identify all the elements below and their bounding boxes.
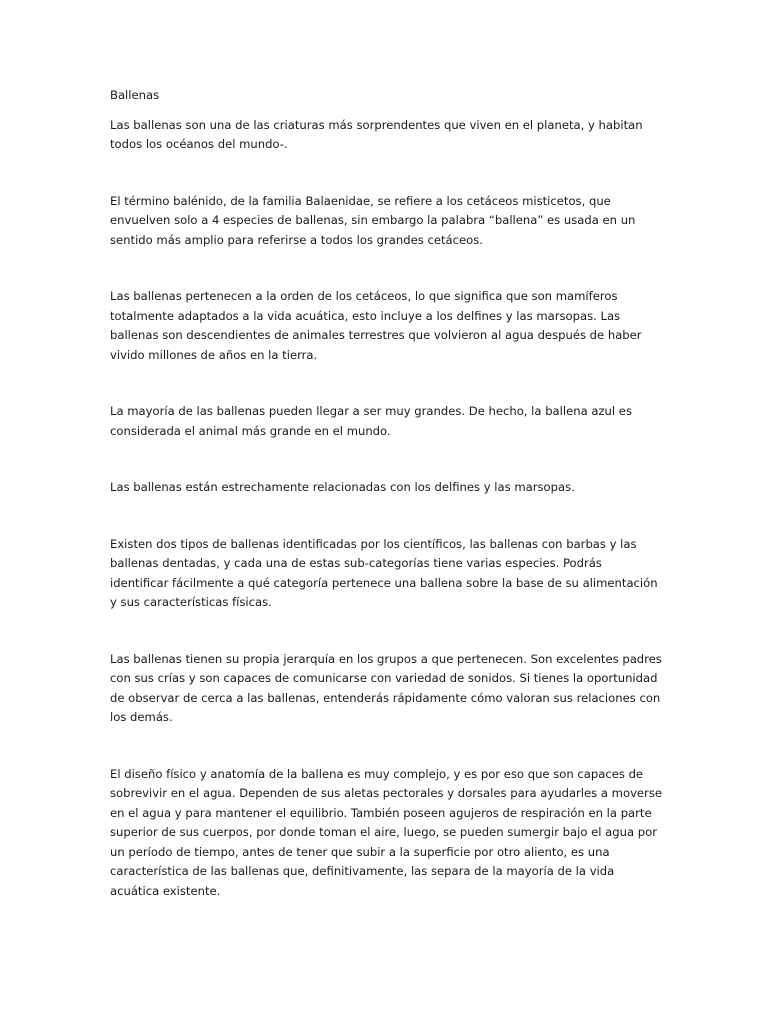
paragraph-cetaceos: Las ballenas pertenecen a la orden de los cetáceos, lo que significa que son mamíferos totalmente adaptados a la vida acuática, esto incluye a los delfines y las marsopas. Las ballenas son descendientes de animales terrestres que volvieron al agua después de haber vivido millones de años en la tierra. bbox=[110, 289, 642, 362]
paragraph-tipos: Existen dos tipos de ballenas identificadas por los científicos, las ballenas con barbas y las ballenas dentadas, y cada una de estas sub-categorías tiene varias especies. Podrás identificar fácilmente a qué categoría pertenece una ballena sobre la base de su alimentación y sus características físicas. bbox=[110, 536, 658, 609]
paragraph-jerarquia: Las ballenas tienen su propia jerarquía en los grupos a que pertenecen. Son excelentes padres con sus crías y son capaces de comunicarse con variedad de sonidos. Si tienes la oportunidad de observar de cerca a las ballenas, entenderás rápidamente cómo valoran sus relaciones con los demás. bbox=[110, 651, 662, 724]
paragraph-tamano: La mayoría de las ballenas pueden llegar a ser muy grandes. De hecho, la ballena azul es considerada el animal más grande en el mundo. bbox=[110, 404, 632, 438]
document-title: Ballenas bbox=[110, 88, 160, 102]
paragraph-delfines: Las ballenas están estrechamente relacionadas con los delfines y las marsopas. bbox=[110, 480, 575, 494]
paragraph-anatomia: El diseño físico y anatomía de la ballena es muy complejo, y es por eso que son capaces de sobrevivir en el agua. Dependen de sus aletas pectorales y dorsales para ayudarles a moverse en el agua y para mantener el equilibrio. También poseen agujeros de respiración en la parte superior de sus cuerpos, por donde toman el aire, luego, se pueden sumergir bajo el agua por un período de tiempo, antes de tener que subir a la superficie por otro aliento, es una característica de las ballenas que, definitivamente, las separa de la mayoría de la vida acuática existente. bbox=[110, 766, 662, 898]
paragraph-intro: Las ballenas son una de las criaturas más sorprendentes que viven en el planeta, y habitan todos los océanos del mundo-. bbox=[110, 117, 643, 151]
document-page bbox=[110, 86, 662, 901]
paragraph-balenido: El término balénido, de la familia Balaenidae, se refiere a los cetáceos misticetos, que envuelven solo a 4 especies de ballenas, sin embargo la palabra “ballena” es usada en un sentido más amplio para referirse a todos los grandes cetáceos. bbox=[110, 193, 636, 247]
